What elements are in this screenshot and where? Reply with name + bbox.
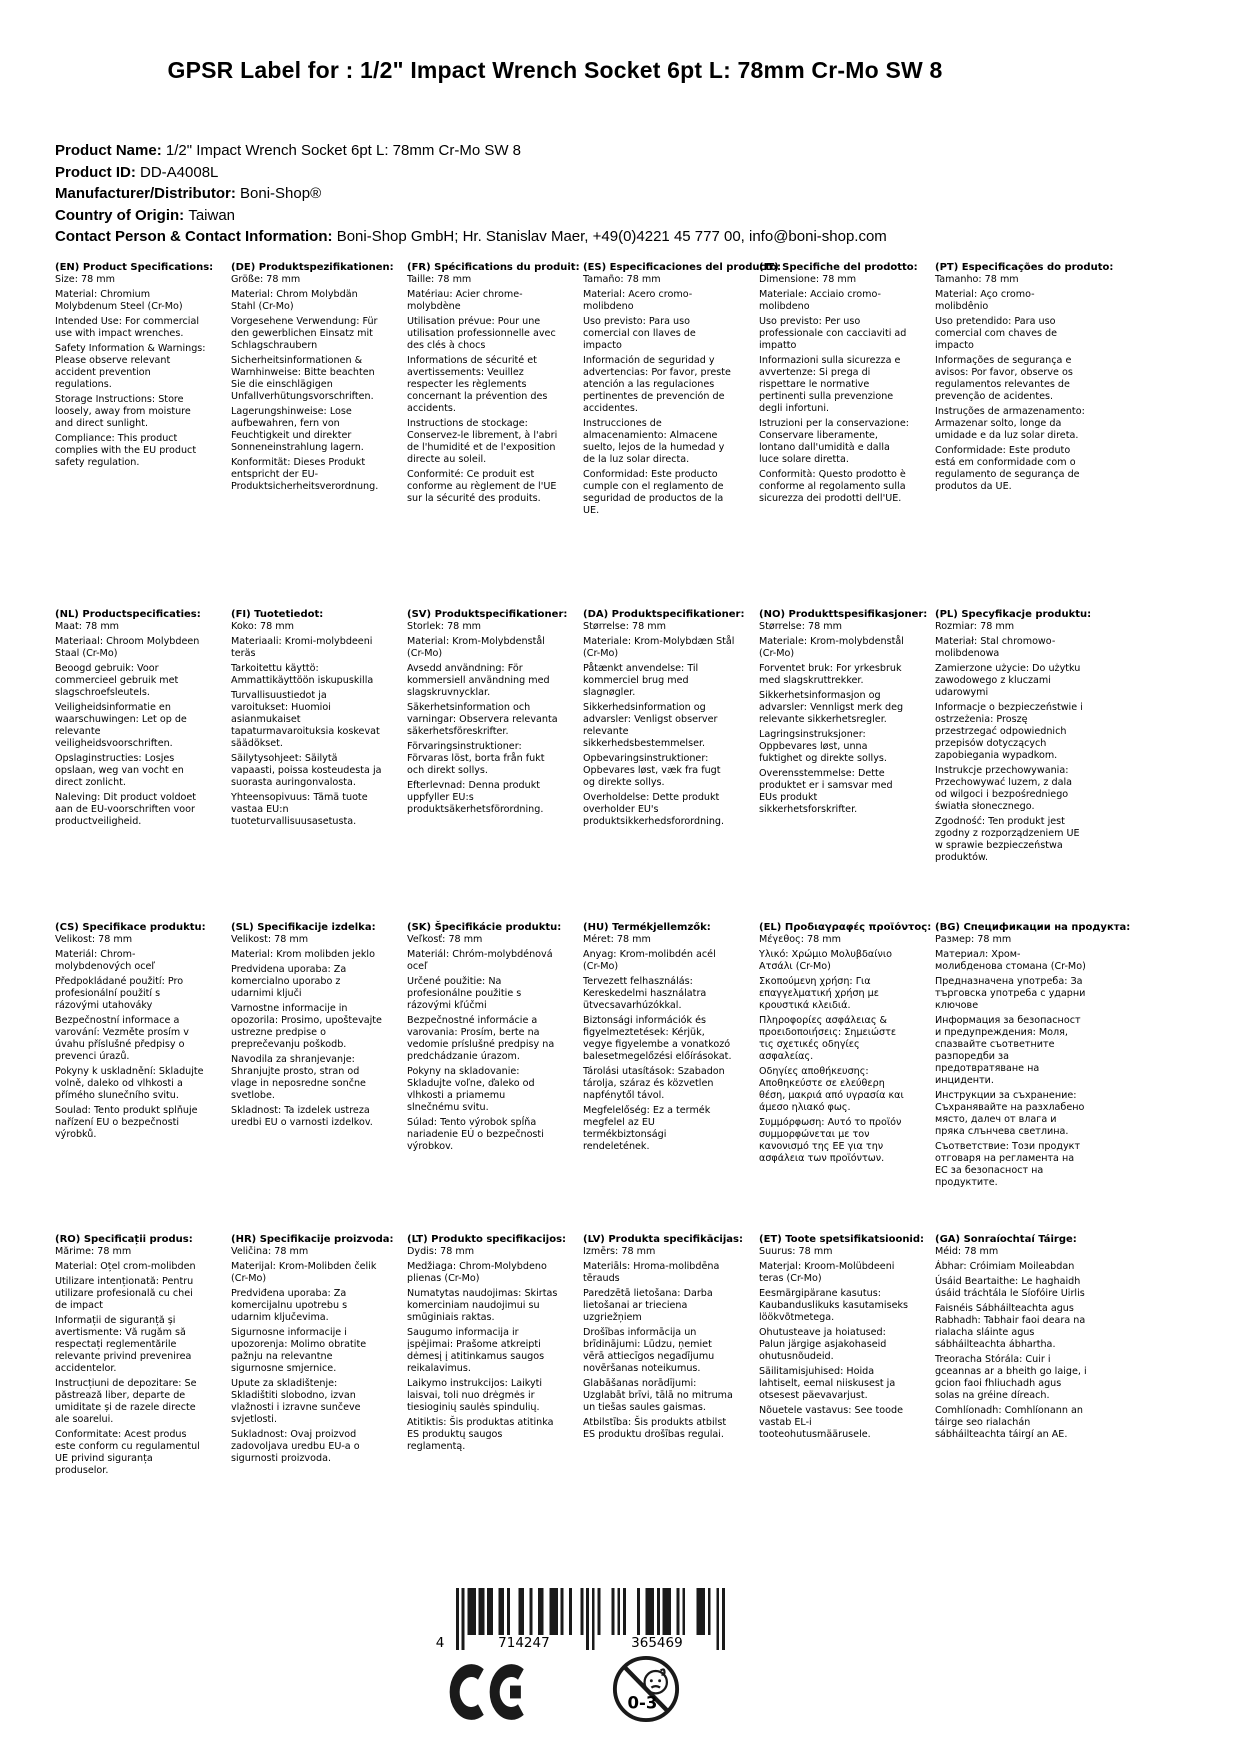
spec-paragraph: Ohutusteave ja hoiatused: Palun järgige asjakohaseid ohutusnõudeid. bbox=[759, 1327, 887, 1362]
spec-paragraph: Navodila za shranjevanje: Shranjujte prosto, stran od vlage in neposredne sončne svetlobe. bbox=[231, 1054, 366, 1101]
spec-paragraph: Bezpečnostné informácie a varovania: Prosím, berte na vedomie príslušné predpisy na predchádzanie úrazom. bbox=[407, 1015, 555, 1062]
spec-paragraph: Pokyny k uskladnění: Skladujte volně, daleko od vlhkosti a přímého slunečního svitu. bbox=[55, 1066, 204, 1101]
spec-paragraph: Materiāls: Hroma-molibdēna tērauds bbox=[583, 1261, 720, 1284]
spec-paragraph: Uso previsto: Per uso professionale con cacciaviti ad impatto bbox=[759, 316, 907, 351]
spec-paragraph: Zamierzone użycie: Do użytku zawodowego z kluczami udarowymi bbox=[935, 663, 1081, 698]
barcode-digit-lead: 4 bbox=[435, 1635, 445, 1651]
spec-paragraph: Πληροφορίες ασφάλειας & προειδοποιήσεις: Σημειώστε τις σχετικές οδηγίες ασφαλείας. bbox=[759, 1015, 897, 1062]
spec-paragraph: Información de seguridad y advertencias: Por favor, preste atención a las regulaciones pertinentes de prevención de accidentes. bbox=[583, 355, 731, 414]
spec-block-hr bbox=[231, 1234, 407, 1480]
spec-paragraph: Materjal: Kroom-Molübdeeni teras (Cr-Mo) bbox=[759, 1261, 895, 1284]
spec-paragraph: Συμμόρφωση: Αυτό το προϊόν συμμορφώνεται με τον κανονισμό της ΕΕ για την ασφάλεια των προϊόντων. bbox=[759, 1117, 902, 1164]
spec-paragraph: Paredzētā lietošana: Darba lietošanai ar trieciena uzgriežņiem bbox=[583, 1288, 713, 1323]
spec-paragraph: Storlek: 78 mm bbox=[407, 621, 482, 632]
product-info-row bbox=[55, 140, 1205, 162]
spec-paragraph: Predviđena uporaba: Za komercijalnu upotrebu s udarnim ključevima. bbox=[231, 1288, 348, 1323]
spec-paragraph: Intended Use: For commercial use with impact wrenches. bbox=[55, 316, 199, 339]
product-info-row bbox=[55, 226, 1205, 248]
spec-paragraph: Tarkoitettu käyttö: Ammattikäyttöön iskupuskilla bbox=[231, 663, 374, 686]
spec-block-title: (ET) Toote spetsifikatsioonid: bbox=[759, 1234, 925, 1245]
spec-block-title: (FR) Spécifications du produit: bbox=[407, 262, 580, 273]
spec-block-title: (EN) Product Specifications: bbox=[55, 262, 214, 273]
spec-paragraph: Uso pretendido: Para uso comercial com chaves de impacto bbox=[935, 316, 1058, 351]
spec-paragraph: Beoogd gebruik: Voor commercieel gebruik met slagschroefsleutels. bbox=[55, 663, 179, 698]
product-info-label: Product ID: bbox=[55, 163, 140, 181]
spec-paragraph: Maat: 78 mm bbox=[55, 621, 120, 632]
spec-paragraph: Größe: 78 mm bbox=[231, 274, 301, 285]
spec-paragraph: Comhlíonadh: Comhlíonann an táirge seo rialachán sábháilteachta táirgí an AE. bbox=[935, 1405, 1083, 1440]
spec-block-de bbox=[231, 262, 407, 609]
spec-paragraph: Säkerhetsinformation och varningar: Observera relevanta säkerhetsföreskrifter. bbox=[407, 702, 558, 737]
spec-block-el bbox=[759, 922, 935, 1234]
spec-paragraph: Sukladnost: Ovaj proizvod zadovoljava uredbu EU-a o sigurnosti proizvoda. bbox=[231, 1429, 360, 1464]
spec-paragraph: Opslaginstructies: Losjes opslaan, weg van vocht en direct zonlicht. bbox=[55, 753, 184, 788]
product-info-row bbox=[55, 162, 1205, 184]
spec-paragraph: Varnostne informacije in opozorila: Prosimo, upoštevajte ustrezne predpise o preprečevanju poškodb. bbox=[231, 1003, 382, 1050]
spec-block-da bbox=[583, 609, 759, 922]
spec-paragraph: Material: Aço cromo-molibdênio bbox=[935, 289, 1035, 312]
spec-block-title: (SK) Špecifikácie produktu: bbox=[407, 922, 562, 933]
spec-paragraph: Matériau: Acier chrome-molybdène bbox=[407, 289, 523, 312]
spec-paragraph: Informazioni sulla sicurezza e avvertenze: Si prega di rispettare le normative pertinenti sulla prevenzione degli infortuni. bbox=[759, 355, 901, 414]
spec-paragraph: Instrucciones de almacenamiento: Almacene suelto, lejos de la humedad y de la luz solar directa. bbox=[583, 418, 725, 465]
spec-paragraph: Tervezett felhasználás: Kereskedelmi használatra ütvecsavarhúzókkal. bbox=[583, 976, 707, 1011]
spec-paragraph: Suurus: 78 mm bbox=[759, 1246, 833, 1257]
age-warning-text: 0-3 bbox=[627, 1693, 658, 1713]
spec-paragraph: Storage Instructions: Store loosely, away from moisture and direct sunlight. bbox=[55, 394, 191, 429]
spec-paragraph: Μέγεθος: 78 mm bbox=[759, 934, 841, 945]
spec-block-title: (GA) Sonraíochtaí Táirge: bbox=[935, 1234, 1077, 1245]
spec-block-title: (HU) Termékjellemzők: bbox=[583, 922, 711, 933]
spec-paragraph: Sikkerhetsinformasjon og advarsler: Vennligst merk deg relevante sikkerhetsregler. bbox=[759, 690, 904, 725]
spec-paragraph: Utilizare intenționată: Pentru utilizare profesională cu chei de impact bbox=[55, 1276, 194, 1311]
product-info-value: DD-A4008L bbox=[140, 163, 219, 181]
spec-paragraph: Medžiaga: Chrom-Molybdeno plienas (Cr-Mo) bbox=[407, 1261, 547, 1284]
spec-paragraph: Material: Acero cromo-molibdeno bbox=[583, 289, 693, 312]
spec-paragraph: Material: Chromium Molybdenum Steel (Cr-Mo) bbox=[55, 289, 183, 312]
product-info-row bbox=[55, 183, 1205, 205]
spec-paragraph: Informações de segurança e avisos: Por favor, observe os regulamentos relevantes de prevenção de acidentes. bbox=[935, 355, 1073, 402]
spec-paragraph: Dimensione: 78 mm bbox=[759, 274, 857, 285]
spec-paragraph: Safety Information & Warnings: Please observe relevant accident prevention regulations. bbox=[55, 343, 206, 390]
product-info-row bbox=[55, 205, 1205, 227]
ce-mark-icon bbox=[448, 1662, 528, 1722]
spec-paragraph: Glabāšanas norādījumi: Uzglabāt brīvi, tālā no mitruma un tiešas saules gaismas. bbox=[583, 1378, 733, 1413]
spec-block-title: (LV) Produkta specifikācijas: bbox=[583, 1234, 743, 1245]
spec-paragraph: Säilytysohjeet: Säilytä vapaasti, poissa kosteudesta ja suorasta auringonvalosta. bbox=[231, 753, 382, 788]
spec-paragraph: Velikost: 78 mm bbox=[231, 934, 309, 945]
spec-paragraph: Taille: 78 mm bbox=[407, 274, 472, 285]
spec-paragraph: Upute za skladištenje: Skladištiti slobodno, izvan vlažnosti i izravne sunčeve svjetlosti. bbox=[231, 1378, 361, 1425]
spec-block-pt bbox=[935, 262, 1114, 609]
spec-paragraph: Předpokládané použití: Pro profesionální použití s rázovými utahováky bbox=[55, 976, 184, 1011]
spec-block-title: (ES) Especificaciones del producto: bbox=[583, 262, 782, 273]
spec-paragraph: Soulad: Tento produkt splňuje nařízení EU o bezpečnosti výrobků. bbox=[55, 1105, 198, 1140]
spec-block-sv bbox=[407, 609, 583, 922]
spec-paragraph: Méret: 78 mm bbox=[583, 934, 651, 945]
spec-paragraph: Naleving: Dit product voldoet aan de EU-voorschriften voor productveiligheid. bbox=[55, 792, 197, 827]
product-info-value: Boni-Shop GmbH; Hr. Stanislav Maer, +49(0)4221 45 777 00, info@boni-shop.com bbox=[336, 228, 887, 245]
spec-block-et bbox=[759, 1234, 935, 1480]
product-info bbox=[55, 140, 1205, 248]
spec-paragraph: Mărime: 78 mm bbox=[55, 1246, 132, 1257]
spec-paragraph: Materiaal: Chroom Molybdeen Staal (Cr-Mo) bbox=[55, 636, 200, 659]
spec-block-title: (PT) Especificações do produto: bbox=[935, 262, 1114, 273]
spec-paragraph: Veiligheidsinformatie en waarschuwingen: Let op de relevante veiligheidsvoorschriften. bbox=[55, 702, 187, 749]
spec-paragraph: Rozmiar: 78 mm bbox=[935, 621, 1015, 632]
spec-block-hu bbox=[583, 922, 759, 1234]
spec-block-lt bbox=[407, 1234, 583, 1480]
spec-paragraph: Materijal: Krom-Molibden čelik (Cr-Mo) bbox=[231, 1261, 377, 1284]
spec-paragraph: Vorgesehene Verwendung: Für den gewerblichen Einsatz mit Schlagschraubern bbox=[231, 316, 378, 351]
spec-paragraph: Οδηγίες αποθήκευσης: Αποθηκεύστε σε ελεύθερη θέση, μακριά από υγρασία και άμεσο ηλιακό φως. bbox=[759, 1066, 904, 1113]
spec-paragraph: Nõuetele vastavus: See toode vastab EL-i tooteohutusmäärusele. bbox=[759, 1405, 903, 1440]
spec-paragraph: Materiál: Chróm-molybdénová oceľ bbox=[407, 949, 553, 972]
spec-paragraph: Utilisation prévue: Pour une utilisation professionnelle avec des clés à chocs bbox=[407, 316, 556, 351]
spec-paragraph: Størrelse: 78 mm bbox=[759, 621, 842, 632]
spec-paragraph: Størrelse: 78 mm bbox=[583, 621, 666, 632]
spec-paragraph: Förvaringsinstruktioner: Förvaras löst, borta från fukt och direkt sollys. bbox=[407, 741, 545, 776]
spec-paragraph: Size: 78 mm bbox=[55, 274, 115, 285]
spec-paragraph: Säilitamisjuhised: Hoida lahtiselt, eemal niiskusest ja otsesest päevavarjust. bbox=[759, 1366, 896, 1401]
spec-block-title: (HR) Specifikacije proizvoda: bbox=[231, 1234, 394, 1245]
spec-paragraph: Informații de siguranță și avertismente: Vă rugăm să respectați reglementările relevante privind prevenirea accidentelor. bbox=[55, 1315, 192, 1374]
spec-block-fi bbox=[231, 609, 407, 922]
spec-paragraph: Υλικό: Χρώμιο Μολυβδαίνιο Ατσάλι (Cr-Mo) bbox=[759, 949, 892, 972]
spec-paragraph: Určené použitie: Na profesionálne použitie s rázovými kľúčmi bbox=[407, 976, 522, 1011]
spec-paragraph: Predvidena uporaba: Za komercialno uporabo z udarnimi ključi bbox=[231, 964, 347, 999]
spec-paragraph: Skladnost: Ta izdelek ustreza uredbi EU o varnosti izdelkov. bbox=[231, 1105, 373, 1128]
spec-block-title: (DE) Produktspezifikationen: bbox=[231, 262, 394, 273]
spec-paragraph: Lagerungshinweise: Lose aufbewahren, fern von Feuchtigkeit und direkter Sonneneinstrahlung lagern. bbox=[231, 406, 364, 453]
spec-paragraph: Instrukcje przechowywania: Przechowywać luzem, z dala od wilgoci i bezpośredniego światła słonecznego. bbox=[935, 765, 1073, 812]
barcode-digits-right: 365469 bbox=[631, 1635, 683, 1651]
spec-paragraph: Atitiktis: Šis produktas atitinka ES produktų saugos reglamentą. bbox=[407, 1417, 554, 1452]
spec-paragraph: Bezpečnostní informace a varování: Vezměte prosím v úvahu příslušné předpisy o prevenci úrazů. bbox=[55, 1015, 189, 1062]
spec-paragraph: Veľkosť: 78 mm bbox=[407, 934, 483, 945]
spec-block-sk bbox=[407, 922, 583, 1234]
spec-block-title: (FI) Tuotetiedot: bbox=[231, 609, 324, 620]
spec-paragraph: Инструкции за съхранение: Съхранявайте на разхлабено място, далеч от влага и пряка слънчева светлина. bbox=[935, 1090, 1085, 1137]
spec-paragraph: Atbilstība: Šis produkts atbilst ES produktu drošības regulai. bbox=[583, 1417, 727, 1440]
spec-block-it bbox=[759, 262, 935, 609]
product-info-value: 1/2" Impact Wrench Socket 6pt L: 78mm Cr-Mo SW 8 bbox=[165, 142, 522, 159]
spec-paragraph: Materiál: Chrom-molybdenových oceľ bbox=[55, 949, 155, 972]
spec-paragraph: Material: Krom molibden jeklo bbox=[231, 949, 375, 960]
spec-paragraph: Materiaali: Kromi-molybdeeni teräs bbox=[231, 636, 373, 659]
spec-paragraph: Instruções de armazenamento: Armazenar solto, longe da umidade e da luz solar direta. bbox=[935, 406, 1085, 441]
spec-paragraph: Materiale: Krom-Molybdæn Stål (Cr-Mo) bbox=[583, 636, 735, 659]
spec-paragraph: Forventet bruk: For yrkesbruk med slagskruttrekker. bbox=[759, 663, 902, 686]
spec-paragraph: Tamaño: 78 mm bbox=[583, 274, 661, 285]
spec-paragraph: Istruzioni per la conservazione: Conservare liberamente, lontano dall'umidità e dalla luce solare diretta. bbox=[759, 418, 909, 465]
spec-block-no bbox=[759, 609, 935, 922]
spec-paragraph: Conformità: Questo prodotto è conforme al regolamento sulla sicurezza dei prodotti dell'UE. bbox=[759, 469, 906, 504]
spec-paragraph: Avsedd användning: För kommersiell användning med slagskruvnycklar. bbox=[407, 663, 550, 698]
spec-block-nl bbox=[55, 609, 231, 922]
spec-paragraph: Konformität: Dieses Produkt entspricht der EU-Produktsicherheitsverordnung. bbox=[231, 457, 379, 492]
spec-paragraph: Megfelelőség: Ez a termék megfelel az EU termékbiztonsági rendeletének. bbox=[583, 1105, 711, 1152]
spec-block-bg bbox=[935, 922, 1131, 1234]
spec-paragraph: Materiale: Acciaio cromo-molibdeno bbox=[759, 289, 881, 312]
spec-block-ga bbox=[935, 1234, 1111, 1480]
spec-paragraph: Úsáid Beartaithe: Le haghaidh úsáid tráchtála le Síofóire Uirlis bbox=[935, 1276, 1085, 1299]
spec-block-cs bbox=[55, 922, 231, 1234]
page-title: GPSR Label for : 1/2" Impact Wrench Socket 6pt L: 78mm Cr-Mo SW 8 bbox=[167, 57, 943, 83]
product-info-label: Contact Person & Contact Information: bbox=[55, 228, 337, 245]
spec-paragraph: Veličina: 78 mm bbox=[231, 1246, 309, 1257]
spec-paragraph: Предназначена употреба: За търговска употреба с ударни ключове bbox=[935, 976, 1086, 1011]
spec-paragraph: Eesmärgipärane kasutus: Kaubanduslikuks kasutamiseks löökvõtmetega. bbox=[759, 1288, 909, 1323]
spec-block-title: (DA) Produktspecifikationer: bbox=[583, 609, 745, 620]
spec-paragraph: Conformitate: Acest produs este conform cu regulamentul UE privind siguranța produselor. bbox=[55, 1429, 200, 1476]
spec-paragraph: Compliance: This product complies with the EU product safety regulation. bbox=[55, 433, 197, 468]
spec-block-sl bbox=[231, 922, 407, 1234]
spec-paragraph: Материал: Хром-молибденова стомана (Cr-Mo) bbox=[935, 949, 1086, 972]
spec-paragraph: Tárolási utasítások: Szabadon tárolja, száraz és közvetlen napfénytől távol. bbox=[583, 1066, 725, 1101]
barcode-digits-left: 714247 bbox=[498, 1635, 550, 1651]
spec-block-lv bbox=[583, 1234, 759, 1480]
product-info-label: Manufacturer/Distributor: bbox=[55, 185, 241, 202]
spec-paragraph: Ábhar: Cróimiam Moileabdan bbox=[935, 1261, 1075, 1272]
spec-block-title: (LT) Produkto specifikacijos: bbox=[407, 1234, 567, 1245]
spec-paragraph: Pokyny na skladovanie: Skladujte voľne, ďaleko od vlhkosti a priamemu slnečnému svitu. bbox=[407, 1066, 535, 1113]
spec-paragraph: Conformidad: Este producto cumple con el reglamento de seguridad de productos de la UE. bbox=[583, 469, 724, 516]
product-info-label: Product Name: bbox=[55, 142, 166, 159]
product-info-value: Taiwan bbox=[188, 206, 236, 224]
product-info-label: Country of Origin: bbox=[55, 206, 189, 224]
spec-paragraph: Sigurnosne informacije i upozorenja: Molimo obratite pažnju na relevantne sigurnosne smjernice. bbox=[231, 1327, 367, 1374]
spec-block-title: (CS) Specifikace produktu: bbox=[55, 922, 206, 933]
spec-paragraph: Tamanho: 78 mm bbox=[935, 274, 1019, 285]
spec-paragraph: Velikost: 78 mm bbox=[55, 934, 133, 945]
spec-paragraph: Overensstemmelse: Dette produktet er i samsvar med EUs produkt sikkerhetsforskrifter. bbox=[759, 768, 893, 815]
spec-paragraph: Conformidade: Este produto está em conformidade com o regulamento de segurança de produtos da UE. bbox=[935, 445, 1080, 492]
spec-block-title: (BG) Спецификации на продукта: bbox=[935, 922, 1131, 933]
spec-block-title: (EL) Προδιαγραφές προϊόντος: bbox=[759, 922, 932, 933]
spec-block-title: (NL) Productspecificaties: bbox=[55, 609, 201, 620]
spec-paragraph: Drošības informācija un brīdinājumi: Lūdzu, ņemiet vērā attiecīgos negadījumu novēršanas noteikumus. bbox=[583, 1327, 715, 1374]
spec-paragraph: Izmērs: 78 mm bbox=[583, 1246, 656, 1257]
spec-paragraph: Material: Oțel crom-molibden bbox=[55, 1261, 196, 1272]
spec-block-pl bbox=[935, 609, 1111, 922]
spec-paragraph: Σκοπούμενη χρήση: Για επαγγελματική χρήση με κρουστικά κλειδιά. bbox=[759, 976, 879, 1011]
spec-grid bbox=[55, 262, 1131, 1480]
spec-paragraph: Conformité: Ce produit est conforme au règlement de l'UE sur la sécurité des produits. bbox=[407, 469, 557, 504]
spec-paragraph: Materiał: Stal chromowo-molibdenowa bbox=[935, 636, 1056, 659]
spec-paragraph: Material: Chrom Molybdän Stahl (Cr-Mo) bbox=[231, 289, 358, 312]
spec-paragraph: Sicherheitsinformationen & Warnhinweise: Bitte beachten Sie die einschlägigen Unfallverhütungsvorschriften. bbox=[231, 355, 375, 402]
spec-paragraph: Informacje o bezpieczeństwie i ostrzeżenia: Proszę przestrzegać odpowiednich przepisów dotyczących zapobiegania wypadkom. bbox=[935, 702, 1083, 761]
spec-paragraph: Overholdelse: Dette produkt overholder EU's produktsikkerhedsforordning. bbox=[583, 792, 725, 827]
spec-paragraph: Material: Krom-Molybdenstål (Cr-Mo) bbox=[407, 636, 545, 659]
spec-paragraph: Efterlevnad: Denna produkt uppfyller EU:s produktsäkerhetsförordning. bbox=[407, 780, 544, 815]
spec-paragraph: Instructions de stockage: Conservez-le librement, à l'abri de l'humidité et de l'exposition directe au soleil. bbox=[407, 418, 558, 465]
spec-paragraph: Súlad: Tento výrobok spĺňa nariadenie EÚ o bezpečnosti výrobkov. bbox=[407, 1117, 544, 1152]
spec-paragraph: Biztonsági információk és figyelmeztetések: Kérjük, vegye figyelembe a vonatkozó balesetmegelőzési előírásokat. bbox=[583, 1015, 732, 1062]
spec-paragraph: Opbevaringsinstruktioner: Opbevares løst, væk fra fugt og direkte sollys. bbox=[583, 753, 721, 788]
spec-block-title: (RO) Specificații produs: bbox=[55, 1234, 193, 1245]
spec-paragraph: Uso previsto: Para uso comercial con llaves de impacto bbox=[583, 316, 696, 351]
spec-block-fr bbox=[407, 262, 583, 609]
spec-paragraph: Anyag: Krom-molibdén acél (Cr-Mo) bbox=[583, 949, 716, 972]
spec-paragraph: Съответствие: Този продукт отговаря на регламента на ЕС за безопасност на продуктите. bbox=[935, 1141, 1081, 1188]
spec-paragraph: Informations de sécurité et avertissements: Veuillez respecter les règlements concernant la prévention des accidents. bbox=[407, 355, 548, 414]
spec-paragraph: Lagringsinstruksjoner: Oppbevares løst, unna fuktighet og direkte sollys. bbox=[759, 729, 887, 764]
spec-paragraph: Размер: 78 mm bbox=[935, 934, 1012, 945]
spec-block-title: (NO) Produkttspesifikasjoner: bbox=[759, 609, 928, 620]
spec-block-title: (IT) Specifiche del prodotto: bbox=[759, 262, 918, 273]
spec-paragraph: Информация за безопасност и предупреждения: Моля, спазвайте съответните разпоредби за предотвратяване на инциденти. bbox=[935, 1015, 1081, 1086]
spec-paragraph: Instrucțiuni de depozitare: Se păstrează liber, departe de umiditate și de razele directe ale soarelui. bbox=[55, 1378, 197, 1425]
spec-paragraph: Saugumo informacija ir įspėjimai: Prašome atkreipti dėmesį į atitinkamus saugos reikalavimus. bbox=[407, 1327, 545, 1374]
spec-paragraph: Numatytas naudojimas: Skirtas komerciniam naudojimui su smūginiais raktas. bbox=[407, 1288, 558, 1323]
spec-paragraph: Zgodność: Ten produkt jest zgodny z rozporządzeniem UE w sprawie bezpieczeństwa produktów. bbox=[935, 816, 1080, 863]
spec-paragraph: Sikkerhedsinformation og advarsler: Venligst observer relevante sikkerhedsbestemmelser. bbox=[583, 702, 718, 749]
product-info-value: Boni-Shop® bbox=[240, 185, 322, 202]
spec-block-title: (SL) Specifikacije izdelka: bbox=[231, 922, 376, 933]
spec-block-ro bbox=[55, 1234, 231, 1480]
spec-paragraph: Faisnéis Sábháilteachta agus Rabhadh: Tabhair faoi deara na rialacha sláinte agus sábháilteachta ábhartha. bbox=[935, 1303, 1086, 1350]
spec-paragraph: Yhteensopivuus: Tämä tuote vastaa EU:n tuoteturvallisuusasetusta. bbox=[231, 792, 368, 827]
spec-paragraph: Dydis: 78 mm bbox=[407, 1246, 475, 1257]
baby-face-icon bbox=[645, 1669, 667, 1693]
spec-paragraph: Méid: 78 mm bbox=[935, 1246, 999, 1257]
age-warning-0-3-icon bbox=[611, 1654, 681, 1724]
spec-block-es bbox=[583, 262, 782, 609]
spec-paragraph: Treoracha Stórála: Cuir i gceannas ar a bheith go laige, i gcion faoi fhliuchadh agus solas na gréine díreach. bbox=[935, 1354, 1087, 1401]
ean13-barcode bbox=[428, 1588, 730, 1654]
spec-block-en bbox=[55, 262, 231, 609]
spec-paragraph: Turvallisuustiedot ja varoitukset: Huomioi asianmukaiset tapaturmavaroituksia koskevat säädökset. bbox=[231, 690, 380, 749]
spec-paragraph: Koko: 78 mm bbox=[231, 621, 294, 632]
spec-paragraph: Materiale: Krom-molybdenstål (Cr-Mo) bbox=[759, 636, 904, 659]
spec-block-title: (PL) Specyfikacje produktu: bbox=[935, 609, 1092, 620]
spec-paragraph: Laikymo instrukcijos: Laikyti laisvai, toli nuo drėgmės ir tiesioginių saulės spindulių. bbox=[407, 1378, 543, 1413]
spec-block-title: (SV) Produktspecifikationer: bbox=[407, 609, 568, 620]
spec-paragraph: Påtænkt anvendelse: Til kommerciel brug med slagnøgler. bbox=[583, 663, 699, 698]
